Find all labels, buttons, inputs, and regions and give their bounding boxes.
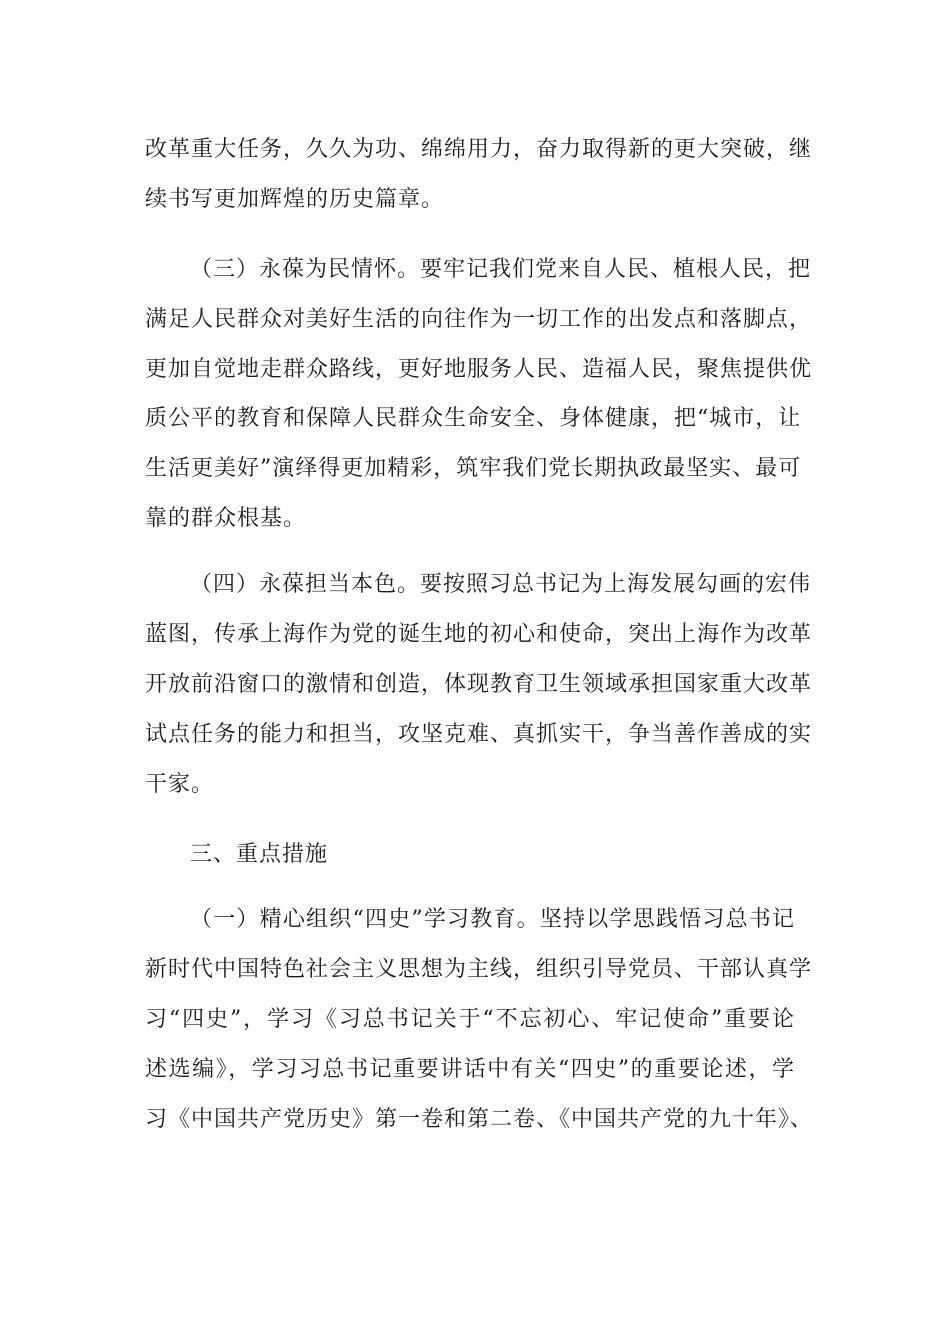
paragraph-line: 质公平的教育和保障人民群众生命安全、身体健康，把“城市，让 bbox=[145, 406, 802, 431]
paragraph-line: 习《中国共产党历史》第一卷和第二卷、《中国共产党的九十年》、 bbox=[145, 1107, 814, 1132]
paragraph-line: （四）永葆担当本色。要按照习总书记为上海发展勾画的宏伟 bbox=[190, 572, 812, 597]
paragraph-line: 蓝图，传承上海作为党的诞生地的初心和使命，突出上海作为改革 bbox=[145, 622, 813, 647]
paragraph-line: 满足人民群众对美好生活的向往作为一切工作的出发点和落脚点， bbox=[145, 307, 813, 332]
paragraph-line: 试点任务的能力和担当，攻坚克难、真抓实干，争当善作善成的实 bbox=[145, 722, 813, 747]
paragraph-line: 习“四史”，学习《习总书记关于“不忘初心、牢记使命”重要论 bbox=[145, 1007, 795, 1032]
paragraph-line: 更加自觉地走群众路线，更好地服务人民、造福人民，聚焦提供优 bbox=[145, 357, 813, 382]
paragraph-line: 续书写更加辉煌的历史篇章。 bbox=[145, 187, 445, 212]
paragraph-line: 改革重大任务，久久为功、绵绵用力，奋力取得新的更大突破，继 bbox=[145, 137, 813, 162]
paragraph-line: 干家。 bbox=[145, 772, 215, 797]
paragraph-line: 新时代中国特色社会主义思想为主线，组织引导党员、干部认真学 bbox=[145, 957, 813, 982]
paragraph-line: （三）永葆为民情怀。要牢记我们党来自人民、植根人民，把 bbox=[190, 257, 812, 282]
paragraph-line: 述选编》，学习习总书记重要讲话中有关“四史”的重要论述，学 bbox=[145, 1057, 795, 1082]
paragraph-line: 靠的群众根基。 bbox=[145, 506, 307, 531]
paragraph-line: （一）精心组织“四史”学习教育。坚持以学思践悟习总书记 bbox=[190, 907, 795, 932]
section-heading: 三、重点措施 bbox=[190, 842, 329, 867]
paragraph-line: 生活更美好”演绎得更加精彩，筑牢我们党长期执政最坚实、最可 bbox=[145, 456, 802, 481]
paragraph-line: 开放前沿窗口的激情和创造，体现教育卫生领域承担国家重大改革 bbox=[145, 672, 813, 697]
